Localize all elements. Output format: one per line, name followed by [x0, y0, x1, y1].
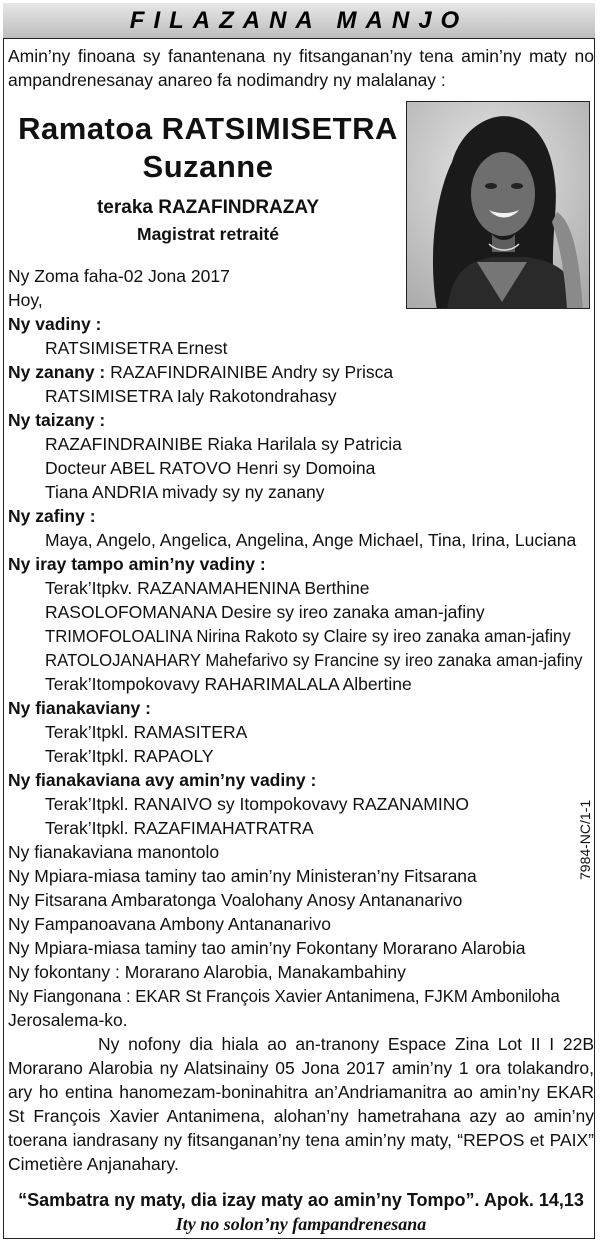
spouse-sibling: RATOLOJANAHARY Mahefarivo sy Francine sy ireo zanaka aman-jafiny	[45, 650, 583, 670]
grandchildren-names: Maya, Angelo, Angelica, Angelina, Ange Michael, Tina, Irina, Luciana	[45, 530, 577, 550]
spouse-relative-name: Terak’Itpkl. RANAIVO sy Itompokovavy RAZANAMINO	[45, 794, 469, 814]
notice-header	[3, 3, 595, 39]
deceased-role: Magistrat retraité	[137, 224, 279, 244]
others-line: Ny fianakaviana manontolo	[8, 842, 220, 862]
spouse-sibling: Terak’Itompokovavy RAHARIMALALA Albertine	[45, 674, 412, 694]
spouse-sibling: RASOLOFOMANANA Desire sy ireo zanaka aman-jafiny	[45, 602, 485, 622]
spouse-name: RATSIMISETRA Ernest	[45, 338, 228, 358]
portrait-photo	[406, 101, 590, 309]
spouse-sibling: Terak’Itpkv. RAZANAMAHENINA Berthine	[45, 578, 370, 598]
inlaw-name: RAZAFINDRAINIBE Riaka Harilala sy Patricia	[45, 434, 402, 454]
inlaw-name: Docteur ABEL RATOVO Henri sy Domoina	[45, 458, 376, 478]
reference-code: 7984-NC/1-1	[577, 799, 593, 880]
others-line: Ny fokontany : Morarano Alarobia, Manakambahiny	[8, 962, 406, 982]
inlaws-label: Ny taizany :	[8, 410, 106, 430]
maiden-name: teraka RAZAFINDRAZAY	[96, 197, 320, 218]
funeral-paragraph: Ny nofony dia hiala ao an-tranony Espace Zina Lot II I 22B Morarano Alarobia ny Alatsinainy 05 Jona 2017 amin’ny 1 ora tolakandro, ary ho entina hanomezam-boninahitra an’Andriamanitra ao amin’ny EKAR St François Xavier Antanimena, alohan’ny hametrahana azy ao amin’ny toerana iandrasany ny fitsanganan’ny tena amin’ny maty, “REPOS et PAIX” Cimetière Anjanahary.	[8, 1034, 594, 1174]
others-line: Ny Mpiara-miasa taminy tao amin’ny Ministeran’ny Fitsarana	[8, 866, 477, 886]
others-line: Ny Fampanoavana Ambony Antananarivo	[8, 914, 331, 934]
children-name: RATSIMISETRA Ialy Rakotondrahasy	[45, 386, 337, 406]
hoy-line: Hoy,	[8, 290, 43, 310]
spouse-siblings-label: Ny iray tampo amin’ny vadiny :	[8, 554, 266, 574]
relative-name: Terak’Itpkl. RAPAOLY	[45, 746, 214, 766]
children-label: Ny zanany :	[8, 362, 106, 382]
children-line	[8, 360, 393, 384]
spouse-relative-name: Terak’Itpkl. RAZAFIMAHATRATRA	[45, 818, 314, 838]
spouse-label: Ny vadiny :	[8, 314, 102, 334]
notice-title: FILAZANA MANJO	[129, 6, 469, 34]
grandchildren-label: Ny zafiny :	[8, 506, 96, 526]
inlaw-name: Tiana ANDRIA mivady sy ny zanany	[45, 482, 325, 502]
others-line: Ny Mpiara-miasa taminy tao amin’ny Fokontany Morarano Alarobia	[8, 938, 526, 958]
others-line: Ny Fiangonana : EKAR St François Xavier Antanimena, FJKM Amboniloha	[8, 986, 560, 1006]
intro-text: Amin’ny finoana sy fanantenana ny fitsanganan’ny tena amin’ny maty no ampandrenesanay anareo fa nodimandry ny malalanay :	[8, 46, 594, 90]
relatives-label: Ny fianakaviany :	[8, 698, 151, 718]
closing-line: Ity no solon’ny fampandrenesana	[175, 1214, 427, 1234]
others-line: Jerosalema-ko.	[8, 1010, 128, 1030]
deceased-name: Ramatoa RATSIMISETRA	[18, 111, 398, 146]
bible-quote: “Sambatra ny maty, dia izay maty ao amin’ny Tompo”. Apok. 14,13	[18, 1190, 584, 1210]
relative-name: Terak’Itpkl. RAMASITERA	[45, 722, 248, 742]
spouse-relatives-label: Ny fianakaviana avy amin’ny vadiny :	[8, 770, 317, 790]
spouse-sibling: TRIMOFOLOALINA Nirina Rakoto sy Claire sy ireo zanaka aman-jafiny	[45, 626, 571, 646]
others-line: Ny Fitsarana Ambaratonga Voalohany Anosy Antananarivo	[8, 890, 463, 910]
date-line: Ny Zoma faha-02 Jona 2017	[8, 266, 230, 286]
deceased-first-name: Suzanne	[142, 149, 274, 184]
children-name: RAZAFINDRAINIBE Andry sy Prisca	[110, 362, 394, 382]
